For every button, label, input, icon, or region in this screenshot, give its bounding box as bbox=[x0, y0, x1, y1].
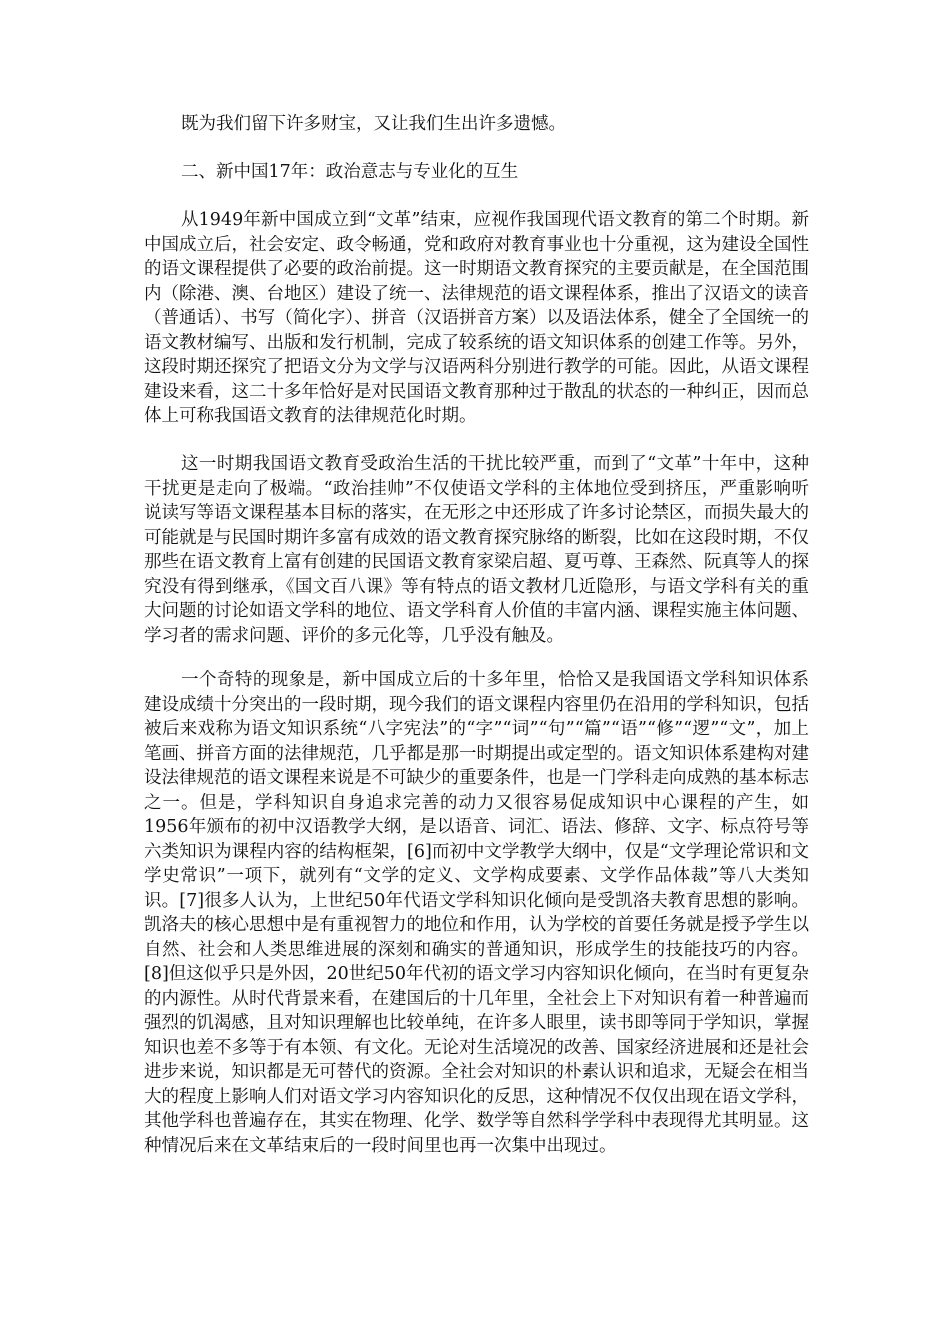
section-heading: 二、新中国17年：政治意志与专业化的互生 bbox=[181, 162, 519, 182]
paragraph-1: 从1949年新中国成立到“文革”结束，应视作我国现代语文教育的第二个时期。新中国成立后，社会安定、政令畅通，党和政府对教育事业也十分重视，这为建设全国性的语文课程提供了必要的政治前提。这一时期语文教育探究的主要贡献是，在全国范围内（除港、澳、台地区）建设了统一、法律规范的语文课程体系，推出了汉语文的读音（普通话）、书写（简化字）、拼音（汉语拼音方案）以及语法体系，健全了全国统一的语文教材编写、出版和发行机制，完成了较系统的语文知识体系的创建工作等。另外，这段时期还探究了把语文分为文学与汉语两科分别进行教学的可能。因此，从语文课程建设来看，这二十多年恰好是对民国语文教育那种过于散乱的状态的一种纠正，因而总体上可称我国语文教育的法律规范化时期。 bbox=[144, 210, 809, 426]
paragraph-continuation: 既为我们留下许多财宝，又让我们生出许多遗憾。 bbox=[181, 114, 566, 134]
paragraph-3: 一个奇特的现象是，新中国成立后的十多年里，恰恰又是我国语文学科知识体系建设成绩十分突出的一段时期，现今我们的语文课程内容里仍在沿用的学科知识，包括被后来戏称为语文知识系统“八字宪法”的“字”“词”“句”“篇”“语”“修”“逻”“文”，加上笔画、拼音方面的法律规范，几乎都是那一时期提出或定型的。语文知识体系建构对建设法律规范的语文课程来说是不可缺少的重要条件，也是一门学科走向成熟的基本标志之一。但是，学科知识自身追求完善的动力又很容易促成知识中心课程的产生，如1956年颁布的初中汉语教学大纲，是以语音、词汇、语法、修辞、文字、标点符号等六类知识为课程内容的结构框架，[6]而初中文学教学大纲中，仅是“文学理论常识和文学史常识”一项下，就列有“文学的定义、文学构成要素、文学作品体裁”等八大类知识。[7]很多人认为，上世纪50年代语文学科知识化倾向是受凯洛夫教育思想的影响。凯洛夫的核心思想中是有重视智力的地位和作用，认为学校的首要任务就是授予学生以自然、社会和人类思维进展的深刻和确实的普通知识，形成学生的技能技巧的内容。[8]但这似乎只是外因，20世纪50年代初的语文学习内容知识化倾向，在当时有更复杂的内源性。从时代背景来看，在建国后的十几年里，全社会上下对知识有着一种普遍而强烈的饥渴感，且对知识理解也比较单纯，在许多人眼里，读书即等同于学知识，掌握知识也差不多等于有本领、有文化。无论对生活境况的改善、国家经济进展和还是社会进步来说，知识都是无可替代的资源。全社会对知识的朴素认识和追求，无疑会在相当大的程度上影响人们对语文学习内容知识化的反思，这种情况不仅仅出现在语文学科，其他学科也普遍存在，其实在物理、化学、数学等自然科学学科中表现得尤其明显。这种情况后来在文革结束后的一段时间里也再一次集中出现过。 bbox=[144, 670, 809, 1156]
paragraph-2: 这一时期我国语文教育受政治生活的干扰比较严重，而到了“文革”十年中，这种干扰更是走向了极端。“政治挂帅”不仅使语文学科的主体地位受到挤压，严重影响听说读写等语文课程基本目标的落实，在无形之中还形成了许多讨论禁区，而损失最大的可能就是与民国时期许多富有成效的语文教育探究脉络的断裂，比如在这段时期，不仅那些在语文教育上富有创建的民国语文教育家梁启超、夏丏尊、王森然、阮真等人的探究没有得到继承，《国文百八课》等有特点的语文教材几近隐形，与语文学科有关的重大问题的讨论如语文学科的地位、语文学科育人价值的丰富内涵、课程实施主体问题、学习者的需求问题、评价的多元化等，几乎没有触及。 bbox=[144, 454, 809, 646]
